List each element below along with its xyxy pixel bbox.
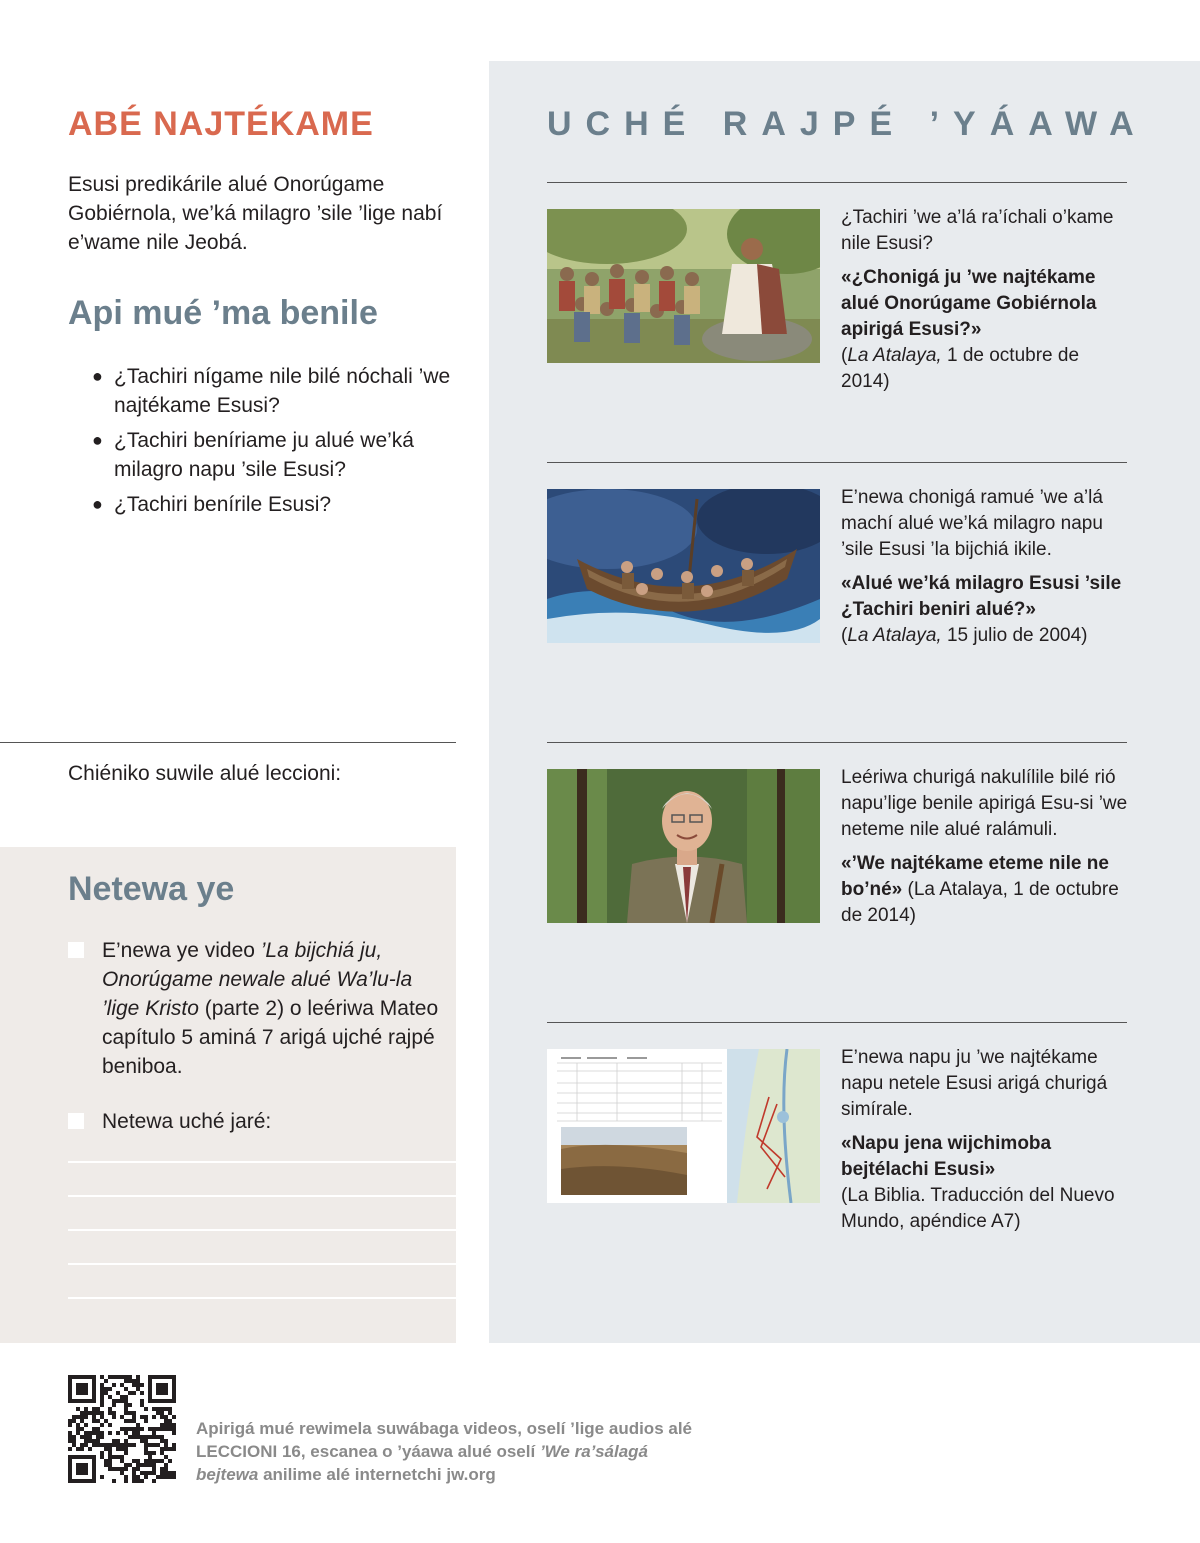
references-title: UCHÉ RAJPÉ ’YÁAWA [547, 105, 1148, 143]
intro-paragraph: Esusi predikárile alué Onorúgame Gobiérnola, we’ká milagro ’sile ’lige nabí e’wame nile Jeobá. [68, 173, 443, 254]
divider [547, 742, 1127, 743]
article-link[interactable]: «Alué we’ká milagro Esusi ’sile ¿Tachiri beniri alué?» [841, 573, 1122, 620]
divider [547, 182, 1127, 183]
divider [547, 462, 1127, 463]
checkbox[interactable] [68, 1113, 84, 1129]
painting-jesus-teaching-crowd [547, 209, 820, 363]
photo-smiling-man [547, 769, 820, 923]
bullet-icon: ● [92, 430, 103, 450]
article-link[interactable]: «’We najtékame eteme nile ne bo’né» [841, 853, 1109, 900]
assignment-box [0, 847, 456, 1343]
review-question: ● ¿Tachiri beníriame ju alué we’ká milagro napu ’sile Esusi? [92, 426, 452, 484]
video-title: ’La bijchiá ju, Onorúgame newale alué Wa’lu-la ’lige Kristo [102, 939, 413, 1020]
writing-line[interactable] [68, 1195, 456, 1197]
reference-text: E’newa napu ju ’we najtékame napu netele Esusi arigá churigá simírale. «Napu jena wijchimoba bejtélachi Esusi» (La Biblia. Traducción del Nuevo Mundo, apéndice A7) [841, 1045, 1131, 1235]
review-question: ● ¿Tachiri benírile Esusi? [92, 490, 452, 519]
divider [547, 1022, 1127, 1023]
reference-text: ¿Tachiri ’we a’lá ra’íchali o’kame nile Esusi? «¿Chonigá ju ’we najtékame alué Onorúgame Gobiérnola apirigá Esusi?» (La Atalaya, 1 de octubre de 2014) [841, 205, 1131, 395]
page-title: ABÉ NAJTÉKAME [68, 105, 374, 143]
checkbox[interactable] [68, 942, 84, 958]
writing-line[interactable] [68, 1297, 456, 1299]
bullet-icon: ● [92, 366, 103, 386]
review-heading: Api mué ’ma benile [68, 294, 378, 332]
review-question: ● ¿Tachiri nígame nile bilé nóchali ’we najtékame Esusi? [92, 362, 452, 420]
qr-code[interactable] [68, 1375, 176, 1483]
article-link[interactable]: «Napu jena wijchimoba bejtélachi Esusi» [841, 1133, 1052, 1180]
writing-line[interactable] [68, 1229, 456, 1231]
chart-and-map [547, 1049, 820, 1203]
reference-text: Leériwa churigá nakulílile bilé rió napu’lige benile apirigá Esu-si ’we neteme nile alué ralámuli. «’We najtékame eteme nile ne bo’né» (La Atalaya, 1 de octubre de 2014) [841, 767, 1128, 926]
assignment-item-video: E’newa ye video ’La bijchiá ju, Onorúgame newale alué Wa’lu-la ’lige Kristo (parte 2) o leériwa Mateo capítulo 5 aminá 7 arigá ujché rajpé beniboa. [68, 936, 448, 1081]
bullet-icon: ● [92, 494, 103, 514]
lesson-date-label: Chiéniko suwile alué leccioni: [68, 762, 342, 785]
assignment-heading: Netewa ye [68, 870, 235, 908]
writing-line[interactable] [68, 1161, 456, 1163]
writing-line[interactable] [68, 1263, 456, 1265]
article-link[interactable]: «¿Chonigá ju ’we najtékame alué Onorúgame Gobiérnola apirigá Esusi?» [841, 267, 1097, 340]
assignment-item-notes: Netewa uché jaré: [68, 1107, 448, 1136]
review-questions [92, 362, 452, 525]
divider [0, 742, 456, 743]
footer-note: Apirigá mué rewimela suwábaga videos, oselí ’lige audios alé LECCIONI 16, escanea o ’yáawa alué oselí ’We ra’sálagá bejtewa anilime alé internetchi jw.org [196, 1419, 693, 1484]
painting-boat-in-storm [547, 489, 820, 643]
reference-text: E’newa chonigá ramué ’we a’lá machí alué we’ká milagro napu ’sile Esusi ’la bijchiá ikile. «Alué we’ká milagro Esusi ’sile ¿Tachiri beniri alué?» (La Atalaya, 15 julio de 2004) [841, 485, 1131, 649]
